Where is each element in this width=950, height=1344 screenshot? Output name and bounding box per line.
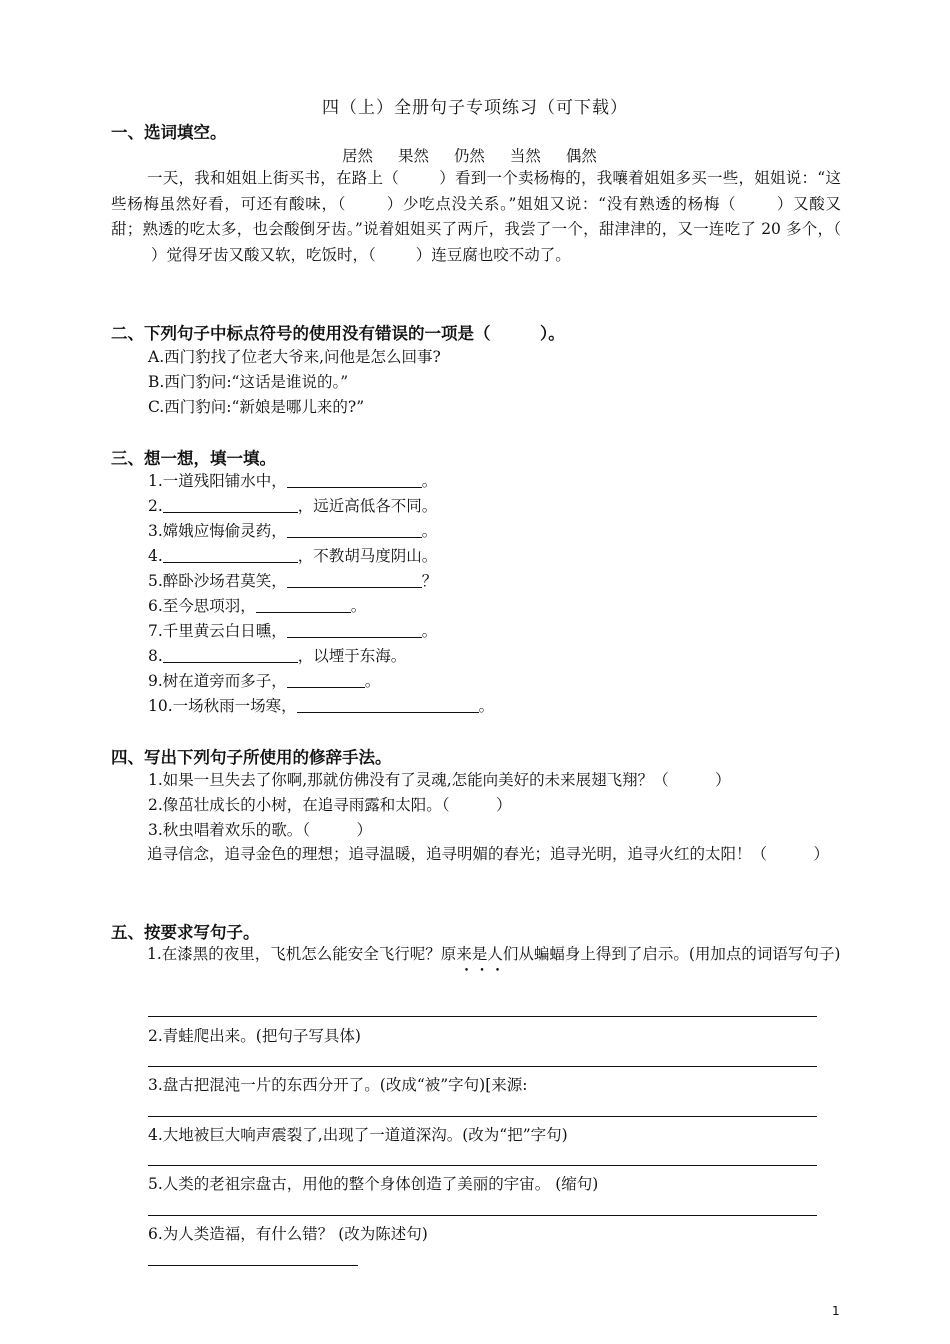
paragraph-text: ）看到一个卖杨梅的，我嚷着姐姐多买一些，姐姐说：“这些杨梅虽然好看，可还有酸味，（ [111,169,841,213]
answer-line[interactable] [148,1066,817,1067]
paragraph-text: ）连豆腐也咬不动了。 [415,245,571,264]
answer-line[interactable] [287,671,365,688]
rewrite-item-1 [111,942,841,968]
poem-item [148,594,366,616]
poem-text: 5.醉卧沙场君莫笑， [148,572,287,590]
answer-line[interactable] [148,1215,817,1216]
section-1-heading: 一、选词填空。 [111,123,227,142]
poem-item [148,669,380,691]
rewrite-item-4: 4.大地被巨大响声震裂了,出现了一道道深沟。(改为“把”字句) [148,1126,568,1144]
paragraph-text: ）少吃点没关系。”姐姐又说：“没有熟透的杨梅（ [386,194,737,213]
rhetoric-item: 1.如果一旦失去了你啊,那就仿佛没有了灵魂,怎能向美好的未来展翅飞翔？（ ） [148,771,731,789]
rewrite-item-3: 3.盘古把混沌一片的东西分开了。(改成“被”字句)[来源: [148,1076,528,1094]
paragraph-text: ）又酸又甜；熟透的吃太多，也会酸倒牙齿。”说着姐姐买了两斤，我尝了一个，甜津津的，又一连吃了 20 多个，（ [111,194,841,238]
poem-item [148,569,437,591]
paragraph-text: 一天，我和姐姐上街买书，在路上（ [147,169,400,187]
option-c: C.西门豹问:“新娘是哪儿来的?” [148,398,365,416]
poem-text: 。 [364,672,381,690]
rhetoric-item: 追寻信念，追寻金色的理想；追寻温暖，追寻明媚的春光；追寻光明，追寻火红的太阳！（ ） [147,845,830,863]
rhetoric-item: 3.秋虫唱着欢乐的歌。（ ） [148,821,373,839]
page-number: 1 [832,1304,840,1318]
word-choice: 果然 [397,147,429,165]
fill-in-paragraph [111,166,841,268]
answer-line[interactable] [163,496,298,513]
poem-text: 3.嫦娥应悔偷灵药， [148,522,287,540]
answer-line[interactable] [163,546,298,563]
poem-text: 4. [148,547,163,565]
poem-text: 6.至今思项羽， [148,597,256,615]
section-4-heading: 四、写出下列句子所使用的修辞手法。 [111,748,392,767]
poem-text: 1.一道残阳铺水中， [148,472,287,490]
poem-text: 。 [478,697,495,715]
word-choice: 偶然 [565,147,597,165]
poem-item [148,494,437,516]
poem-text: ？ [421,572,438,590]
rewrite-item-6: 6.为人类造福，有什么错？ (改为陈述句) [148,1225,428,1243]
poem-text: 。 [350,597,367,615]
section-2-heading: 二、下列句子中标点符号的使用没有错误的一项是（ ）。 [111,324,565,343]
answer-line[interactable] [287,521,422,538]
answer-line[interactable] [297,696,479,713]
answer-line[interactable] [287,621,422,638]
section-3-heading: 三、想一想，填一填。 [111,449,276,468]
poem-item [148,694,494,716]
item-text: 人们从蝙蝠身上得到了启示。(用加点的词语写句子) [487,945,841,963]
option-b: B.西门豹问:“这话是谁说的。” [148,373,349,391]
option-a: A.西门豹找了位老大爷来,问他是怎么回事? [148,348,441,366]
answer-line[interactable] [148,1165,817,1166]
poem-text: 7.千里黄云白日曛， [148,622,287,640]
answer-line[interactable] [287,571,422,588]
poem-text: 。 [421,472,438,490]
word-choice: 当然 [509,147,541,165]
poem-item [148,644,406,666]
rewrite-item-2: 2.青蛙爬出来。(把句子写具体) [148,1027,361,1045]
poem-item [148,619,437,641]
word-choice: 居然 [342,147,374,165]
poem-text: ，不教胡马度阴山。 [297,547,438,565]
poem-item [148,469,437,491]
dotted-char: 原 [440,945,457,963]
item-text: 1.在漆黑的夜里，飞机怎么能安全飞行呢？ [147,945,441,963]
answer-line[interactable] [148,1116,817,1117]
rhetoric-item: 2.像茁壮成长的小树，在追寻雨露和太阳。（ ） [148,796,512,814]
poem-text: 。 [421,522,438,540]
answer-line[interactable] [163,646,298,663]
answer-line[interactable] [256,596,351,613]
poem-text: 10.一场秋雨一场寒， [148,697,297,715]
poem-text: 8. [148,647,163,665]
word-choices [342,144,617,166]
poem-text: ，远近高低各不同。 [297,497,438,515]
word-choice: 仍然 [453,147,485,165]
poem-item [148,544,437,566]
answer-line[interactable] [148,1265,358,1266]
poem-text: 。 [421,622,438,640]
poem-text: 9.树在道旁而多子， [148,672,287,690]
paragraph-text: ）觉得牙齿又酸又软，吃饭时，（ [151,245,376,264]
poem-text: ，以堙于东海。 [297,647,407,665]
dotted-char: 来 [456,945,472,963]
rewrite-item-5: 5.人类的老祖宗盘古，用他的整个身体创造了美丽的宇宙。 (缩句) [148,1175,599,1193]
dotted-char: 是 [471,945,488,963]
poem-item [148,519,437,541]
answer-line[interactable] [148,1016,817,1017]
answer-line[interactable] [287,471,422,488]
section-5-heading: 五、按要求写句子。 [111,923,260,942]
poem-text: 2. [148,497,163,515]
page-title: 四（上）全册句子专项练习（可下载） [322,98,628,118]
